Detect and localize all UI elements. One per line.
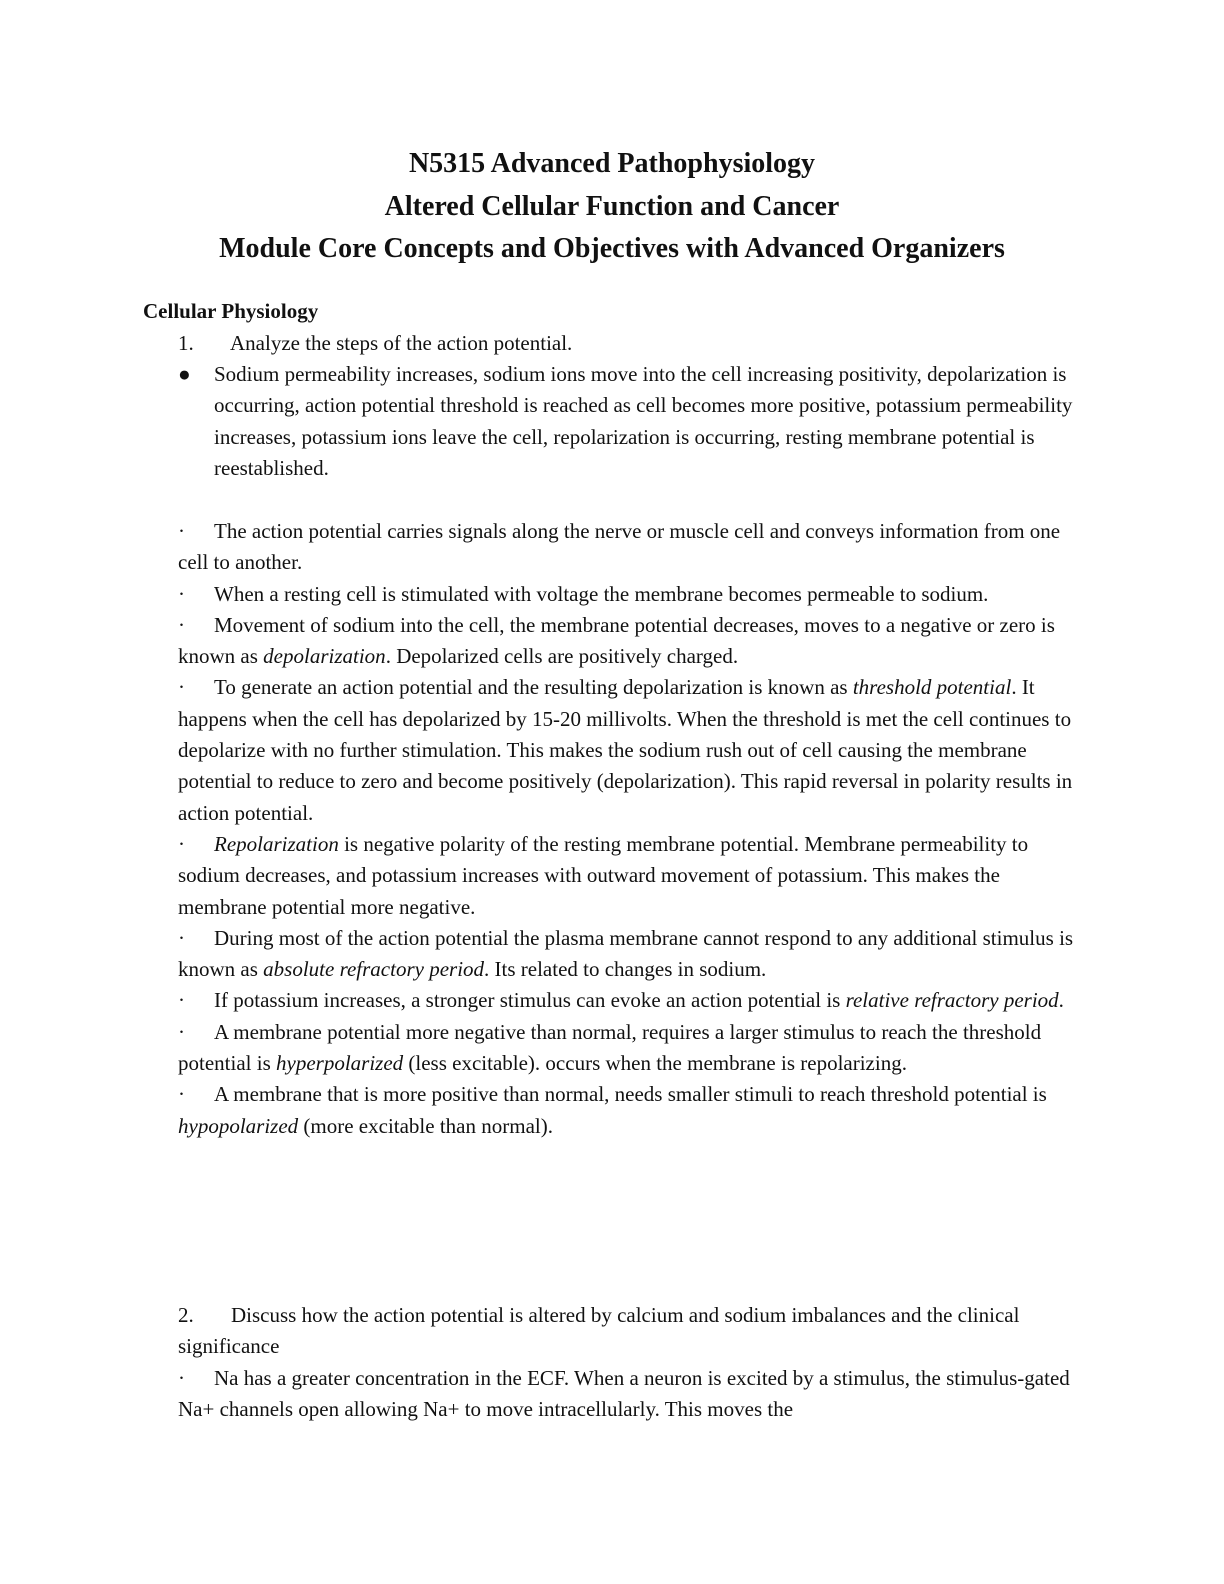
note-text: Movement of sodium into the cell, the membrane potential decreases, moves to a negative or zero is known as bbox=[178, 612, 1055, 669]
section-heading: Cellular Physiology bbox=[143, 299, 319, 323]
note-text: During most of the action potential the plasma membrane cannot respond to any additional stimulus is known as bbox=[178, 925, 1074, 982]
note-term: hyperpolarized bbox=[276, 1051, 404, 1076]
note-text: Na has a greater concentration in the ECF. When a neuron is excited by a stimulus, the stimulus-gated Na+ channels open allowing Na+ to move intracellularly. This moves the bbox=[178, 1365, 1070, 1421]
note-term: relative refractory period bbox=[845, 988, 1059, 1013]
note-text: A membrane that is more positive than normal, needs smaller stimuli to reach threshold potential is bbox=[214, 1082, 1047, 1107]
bullet-icon: · bbox=[178, 612, 185, 637]
notes-list bbox=[178, 516, 1078, 1142]
note-item bbox=[178, 1079, 1078, 1142]
note-text: A membrane potential more negative than normal, requires a larger stimulus to reach the threshold potential is bbox=[178, 1019, 1042, 1076]
note-item bbox=[178, 672, 1078, 828]
note-item bbox=[178, 610, 1078, 673]
note-text: . bbox=[1058, 988, 1064, 1013]
note-term: depolarization bbox=[263, 644, 386, 669]
note-item bbox=[178, 985, 1078, 1016]
objective-2-number: 2. bbox=[178, 1303, 194, 1327]
note-text: If potassium increases, a stronger stimulus can evoke an action potential is bbox=[214, 988, 846, 1013]
bullet-icon: · bbox=[178, 675, 185, 700]
document-title bbox=[0, 143, 1224, 271]
note-text: The action potential carries signals along the nerve or muscle cell and conveys information from one cell to another. bbox=[178, 519, 1061, 575]
bullet-icon: · bbox=[178, 581, 185, 606]
objective-2-text: Discuss how the action potential is altered by calcium and sodium imbalances and the clinical significance bbox=[178, 1303, 1020, 1359]
note-term: absolute refractory period bbox=[263, 957, 485, 982]
objective-1-text: Analyze the steps of the action potential. bbox=[230, 331, 573, 355]
objective-1 bbox=[178, 328, 572, 359]
bullet-icon: · bbox=[178, 925, 185, 950]
bullet-icon: · bbox=[178, 831, 185, 856]
objective-1-number: 1. bbox=[178, 331, 194, 355]
note-item bbox=[178, 1017, 1078, 1080]
bullet-icon: · bbox=[178, 1365, 185, 1390]
note-item bbox=[178, 516, 1078, 579]
note-term: hypopolarized bbox=[178, 1113, 299, 1138]
note-text: (less excitable). occurs when the membrane is repolarizing. bbox=[403, 1051, 907, 1076]
note-item bbox=[178, 923, 1078, 986]
bullet-icon: · bbox=[178, 1019, 185, 1044]
note-term: Repolarization bbox=[214, 831, 339, 856]
title-subtitle: Module Core Concepts and Objectives with Advanced Organizers bbox=[219, 233, 1005, 264]
bullet-dot-icon: ● bbox=[178, 362, 191, 386]
note-item bbox=[178, 1363, 1078, 1426]
note-text: (more excitable than normal). bbox=[298, 1113, 553, 1138]
note-item bbox=[178, 829, 1078, 923]
title-course: N5315 Advanced Pathophysiology bbox=[408, 148, 816, 179]
note-text: When a resting cell is stimulated with voltage the membrane becomes permeable to sodium. bbox=[214, 581, 989, 606]
title-module: Altered Cellular Function and Cancer bbox=[384, 190, 840, 222]
objective-2 bbox=[178, 1300, 1078, 1425]
note-text: . Its related to changes in sodium. bbox=[484, 957, 767, 982]
note-text: To generate an action potential and the resulting depolarization is known as bbox=[214, 675, 853, 700]
summary-text: Sodium permeability increases, sodium ions move into the cell increasing positivity, depolarization is occurring, action potential threshold is reached as cell becomes more positive, potassium permeability increases, potassium ions leave the cell, repolarization is occurring, resting membrane potential is reestablished. bbox=[214, 362, 1073, 480]
summary-bullet-item bbox=[178, 359, 1078, 484]
note-text: . Depolarized cells are positively charged. bbox=[385, 644, 739, 669]
note-item bbox=[178, 579, 1078, 610]
objective-2-heading bbox=[178, 1300, 1078, 1363]
note-term: threshold potential bbox=[852, 675, 1012, 700]
bullet-icon: · bbox=[178, 988, 185, 1013]
bullet-icon: · bbox=[178, 519, 185, 543]
note-text: . It happens when the cell has depolarized by 15-20 millivolts. When the threshold is met the cell continues to depolarize with no further stimulation. This makes the sodium rush out of cell causing the membrane potential to reduce to zero and become positively (depolarization). This rapid reversal in polarity results in action potential. bbox=[178, 675, 1073, 825]
bullet-icon: · bbox=[178, 1082, 185, 1107]
note-text: is negative polarity of the resting membrane potential. Membrane permeability to sodium decreases, and potassium increases with outward movement of potassium. This makes the membrane potential more negative. bbox=[178, 831, 1029, 919]
